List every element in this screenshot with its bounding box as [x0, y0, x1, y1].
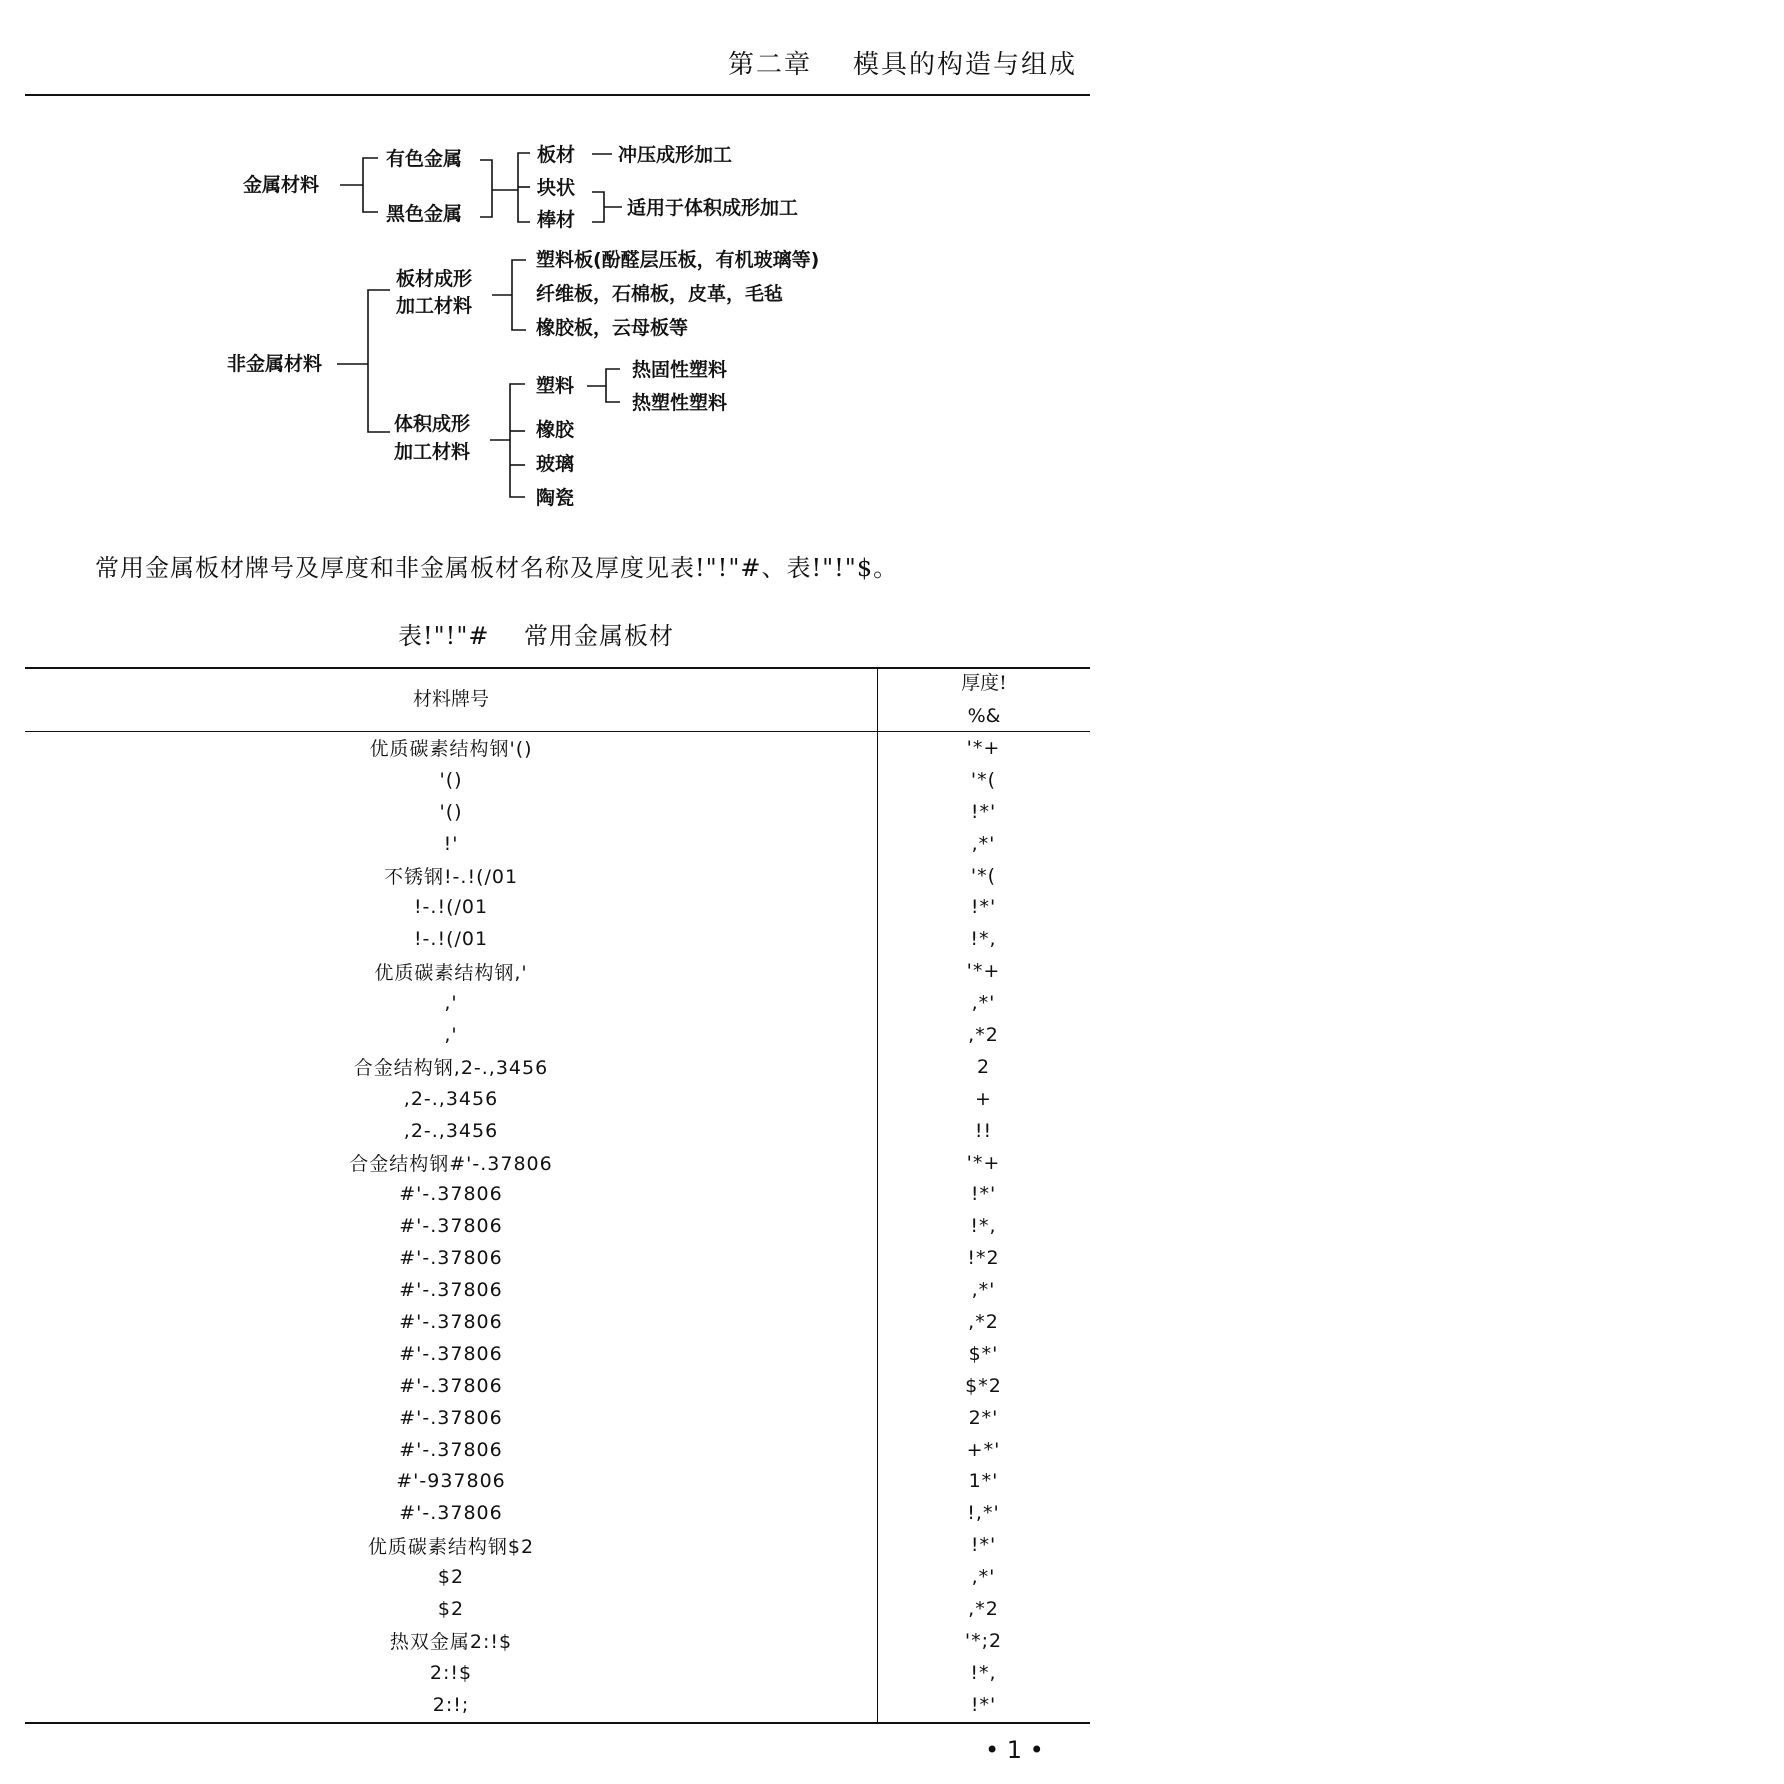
- cell-thickness: '*(: [970, 768, 997, 791]
- node-metal: 金属材料: [243, 174, 320, 196]
- cell-thickness: !*': [970, 1693, 997, 1716]
- cell-thickness: '*+: [966, 1151, 1001, 1174]
- header-thickness: 厚度!: [961, 672, 1007, 694]
- cell-material: #'-.37806: [399, 1183, 503, 1206]
- bracket: [510, 384, 525, 497]
- node-ferrous: 黑色金属: [386, 203, 463, 225]
- table-row: [25, 1434, 1090, 1466]
- cell-material: 优质碳素结构钢$2: [367, 1535, 535, 1558]
- table-caption: 表!"!"# 常用金属板材: [398, 622, 674, 650]
- node-rubber: 橡胶: [536, 419, 575, 441]
- cell-material: '(): [439, 800, 463, 823]
- table-row: [25, 1274, 1090, 1306]
- cell-thickness: $*2: [965, 1374, 1002, 1397]
- table-row: [25, 1370, 1090, 1402]
- node-nonferrous: 有色金属: [386, 148, 463, 170]
- table-row: [25, 828, 1090, 860]
- cell-material: ,': [444, 992, 458, 1015]
- table-row: [25, 955, 1090, 987]
- bracket: [480, 160, 492, 217]
- node-plastic: 塑料: [536, 375, 575, 397]
- table-row: [25, 796, 1090, 828]
- cell-thickness: '*;2: [964, 1629, 1003, 1652]
- table-row: [25, 1657, 1090, 1689]
- table-row: [25, 1242, 1090, 1274]
- node-bulk-material-1: 体积成形: [394, 413, 471, 435]
- cell-material: '(): [439, 768, 463, 791]
- node-sheet: 板材: [537, 144, 576, 166]
- table-row: [25, 1338, 1090, 1370]
- cell-thickness: !*': [970, 1534, 997, 1557]
- table-row: [25, 1561, 1090, 1593]
- cell-thickness: !*2: [967, 1247, 1000, 1270]
- node-rubber-sheet: 橡胶板，云母板等: [536, 317, 689, 339]
- cell-material: 2:!;: [432, 1693, 470, 1716]
- node-sheet-material-1: 板材成形: [396, 268, 473, 290]
- node-nonmetal: 非金属材料: [227, 353, 323, 375]
- table-row: [25, 1019, 1090, 1051]
- cell-material: 不锈钢!-.!(/01: [383, 866, 519, 888]
- table-row: [25, 1529, 1090, 1561]
- table-row: [25, 987, 1090, 1019]
- table-row: [25, 1465, 1090, 1497]
- cell-thickness: !*,: [970, 1215, 997, 1238]
- cell-thickness: !*,: [970, 1661, 997, 1684]
- table-row: [25, 1083, 1090, 1115]
- table-row: [25, 764, 1090, 796]
- cell-thickness: ,*': [971, 992, 996, 1015]
- material-classification-diagram: [0, 0, 1784, 530]
- table-row: [25, 1497, 1090, 1529]
- cell-material: $2: [437, 1597, 465, 1620]
- cell-material: #'-.37806: [399, 1342, 503, 1365]
- node-bulk-material-2: 加工材料: [394, 441, 471, 463]
- table-row: [25, 860, 1090, 892]
- table-row: [25, 1689, 1090, 1721]
- cell-material: ,2-.,3456: [403, 1087, 499, 1110]
- cell-material: !-.!(/01: [413, 896, 489, 919]
- cell-thickness: 2*': [968, 1406, 999, 1429]
- bracket: [592, 192, 604, 222]
- table-row: [25, 1178, 1090, 1210]
- cell-thickness: !!: [974, 1119, 993, 1142]
- table-row: [25, 1625, 1090, 1657]
- node-stamping: 冲压成形加工: [618, 144, 733, 166]
- node-fiber-sheet: 纤维板，石棉板，皮革，毛毡: [536, 283, 784, 305]
- cell-material: ,2-.,3456: [403, 1119, 499, 1142]
- node-sheet-material-2: 加工材料: [396, 295, 473, 317]
- cell-thickness: $*': [968, 1342, 999, 1365]
- table-row: [25, 1051, 1090, 1083]
- cell-thickness: ,*2: [968, 1597, 999, 1620]
- node-bulk-forming: 适用于体积成形加工: [627, 197, 799, 219]
- cell-material: 优质碳素结构钢'(): [369, 738, 533, 761]
- table-bottom-rule: [25, 1722, 1090, 1724]
- cell-material: !-.!(/01: [413, 928, 489, 951]
- cell-material: #'-.37806: [399, 1310, 503, 1333]
- cell-material: #'-.37806: [399, 1406, 503, 1429]
- table-row: [25, 1593, 1090, 1625]
- cell-thickness: !*': [970, 1183, 997, 1206]
- bracket: [512, 260, 526, 330]
- header-material-grade: 材料牌号: [412, 688, 489, 710]
- node-bar: 棒材: [537, 209, 576, 231]
- table-body: [25, 732, 1090, 1721]
- node-thermoset: 热固性塑料: [632, 359, 728, 381]
- cell-thickness: 2: [976, 1055, 991, 1078]
- table-row: [25, 891, 1090, 923]
- page-number: • 1 •: [985, 1736, 1044, 1764]
- cell-material: !': [443, 832, 459, 855]
- cell-thickness: !*': [970, 896, 997, 919]
- cell-thickness: '*+: [966, 736, 1001, 759]
- cell-material: #'-.37806: [399, 1502, 503, 1525]
- cell-material: 优质碳素结构钢,': [374, 961, 528, 984]
- cell-thickness: ,*2: [968, 1310, 999, 1333]
- cell-thickness: +: [975, 1087, 992, 1110]
- cell-thickness: ,*': [971, 832, 996, 855]
- table-row: [25, 1402, 1090, 1434]
- bracket: [606, 369, 620, 402]
- cell-thickness: '*(: [970, 864, 997, 887]
- cell-thickness: ,*2: [968, 1023, 999, 1046]
- running-header: 第二章 模具的构造与组成: [728, 50, 1078, 80]
- cell-material: #'-.37806: [399, 1374, 503, 1397]
- cell-thickness: !*': [970, 800, 997, 823]
- table-row: [25, 732, 1090, 764]
- cell-thickness: !,*': [967, 1502, 1000, 1525]
- bracket: [363, 158, 378, 212]
- cell-material: $2: [437, 1566, 465, 1589]
- cell-material: 合金结构钢,2-.,3456: [353, 1057, 549, 1080]
- table-row: [25, 923, 1090, 955]
- cell-material: ,': [444, 1023, 458, 1046]
- cell-material: 2:!$: [429, 1661, 473, 1684]
- cell-thickness: ,*': [971, 1279, 996, 1302]
- cell-material: 合金结构钢#'-.37806: [349, 1153, 553, 1176]
- node-plastic-sheet: 塑料板(酚醛层压板，有机玻璃等): [536, 249, 820, 271]
- cell-material: #'-.37806: [399, 1279, 503, 1302]
- cell-thickness: !*,: [970, 928, 997, 951]
- node-thermoplastic: 热塑性塑料: [632, 392, 728, 414]
- cell-material: #'-.37806: [399, 1438, 503, 1461]
- intro-paragraph: 常用金属板材牌号及厚度和非金属板材名称及厚度见表!"!"#、表!"!"$。: [95, 554, 899, 582]
- node-block: 块状: [537, 177, 576, 199]
- cell-material: #'-.37806: [399, 1215, 503, 1238]
- cell-thickness: 1*': [968, 1470, 999, 1493]
- node-glass: 玻璃: [536, 453, 575, 475]
- bracket: [368, 290, 390, 432]
- table-row: [25, 1115, 1090, 1147]
- cell-thickness: ,*': [971, 1566, 996, 1589]
- cell-thickness: +*': [966, 1438, 1001, 1461]
- table-row: [25, 1306, 1090, 1338]
- cell-material: 热双金属2:!$: [389, 1631, 513, 1654]
- cell-thickness: '*+: [966, 960, 1001, 983]
- table-row: [25, 1210, 1090, 1242]
- cell-material: #'-.37806: [399, 1247, 503, 1270]
- cell-material: #'-937806: [396, 1470, 506, 1493]
- node-ceramic: 陶瓷: [536, 487, 575, 509]
- header-thickness-unit: %&: [967, 705, 1001, 727]
- table-row: [25, 1147, 1090, 1179]
